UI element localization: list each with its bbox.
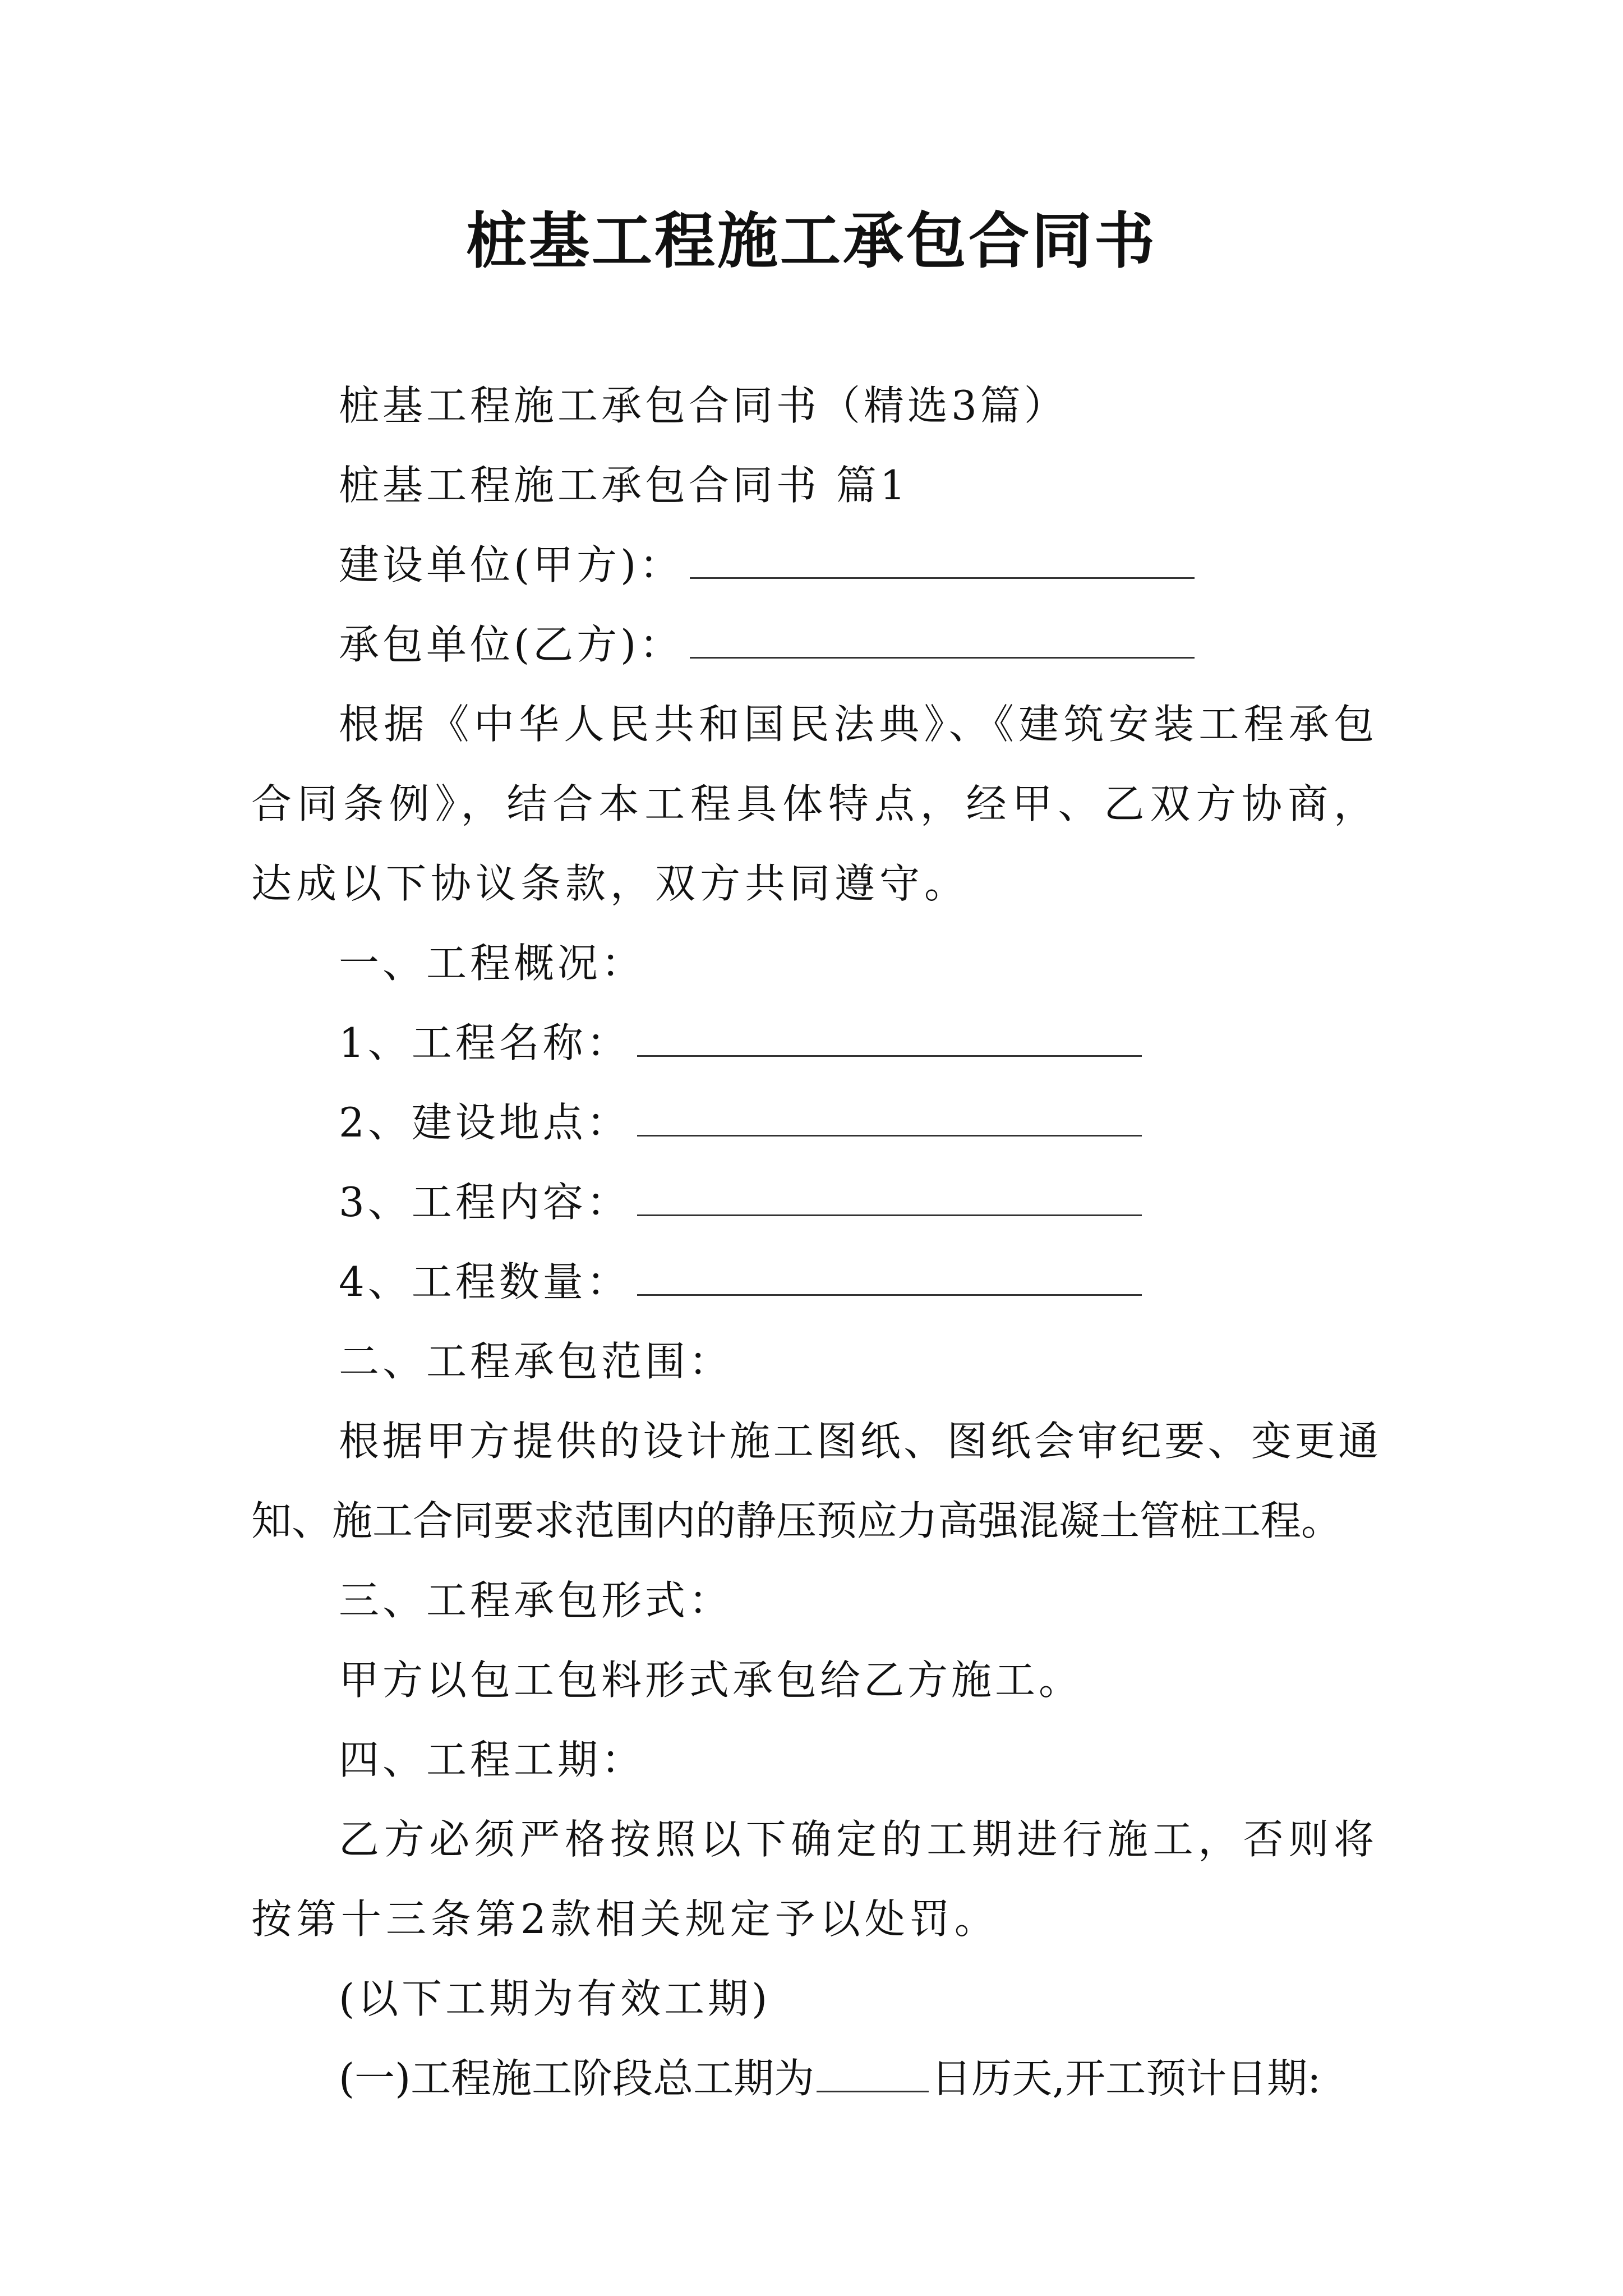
- period1-prefix: (一)工程施工阶段总工期为: [339, 2055, 815, 2102]
- party-b-label: 承包单位(乙方)：: [339, 621, 684, 668]
- item2-label: 2、建设地点：: [339, 1099, 630, 1146]
- party-b-blank: [690, 616, 1195, 659]
- party-a-blank: [690, 537, 1195, 579]
- item3-blank: [637, 1174, 1142, 1216]
- period1-line: [251, 2039, 1378, 2118]
- article-heading: 桩基工程施工承包合同书 篇1: [339, 462, 909, 509]
- item4-blank: [637, 1254, 1142, 1296]
- item3-label: 3、工程内容：: [339, 1179, 630, 1226]
- section2-heading: 二、工程承包范围：: [339, 1338, 733, 1385]
- document-title: 桩基工程施工承包合同书: [465, 206, 1157, 277]
- item1-line: [251, 1003, 1378, 1083]
- section3-heading: 三、工程承包形式：: [339, 1577, 733, 1624]
- section2-paragraph: 根据甲方提供的设计施工图纸、图纸会审纪要、变更通知、施工合同要求范围内的静压预应力高强混凝土管桩工程。: [251, 1418, 1378, 1544]
- intro-paragraph: 根据《中华人民共和国民法典》、《建筑安装工程承包合同条例》，结合本工程具体特点，经甲、乙双方协商，达成以下协议条款，双方共同遵守。: [251, 701, 1378, 907]
- section1-heading: 一、工程概况：: [339, 940, 645, 987]
- period1-days-blank: [817, 2050, 929, 2092]
- document-body: [251, 366, 1378, 2118]
- period-note: (以下工期为有效工期): [339, 1975, 771, 2022]
- party-a-line: [251, 525, 1378, 605]
- section3-paragraph: 甲方以包工包料形式承包给乙方施工。: [339, 1657, 1083, 1704]
- party-a-label: 建设单位(甲方)：: [339, 541, 684, 588]
- party-b-line: [251, 605, 1378, 684]
- item2-blank: [637, 1094, 1142, 1137]
- subtitle-line: 桩基工程施工承包合同书（精选3篇）: [339, 382, 1068, 429]
- section4-paragraph: 乙方必须严格按照以下确定的工期进行施工，否则将按第十三条第2款相关规定予以处罚。: [251, 1816, 1378, 1943]
- item2-line: [251, 1083, 1378, 1162]
- item1-label: 1、工程名称：: [339, 1019, 630, 1066]
- item1-blank: [637, 1015, 1142, 1057]
- item4-label: 4、工程数量：: [339, 1258, 630, 1305]
- item3-line: [251, 1162, 1378, 1242]
- period1-suffix: 日历天,开工预计日期:: [931, 2055, 1321, 2102]
- section4-heading: 四、工程工期：: [339, 1736, 645, 1783]
- item4-line: [251, 1242, 1378, 1322]
